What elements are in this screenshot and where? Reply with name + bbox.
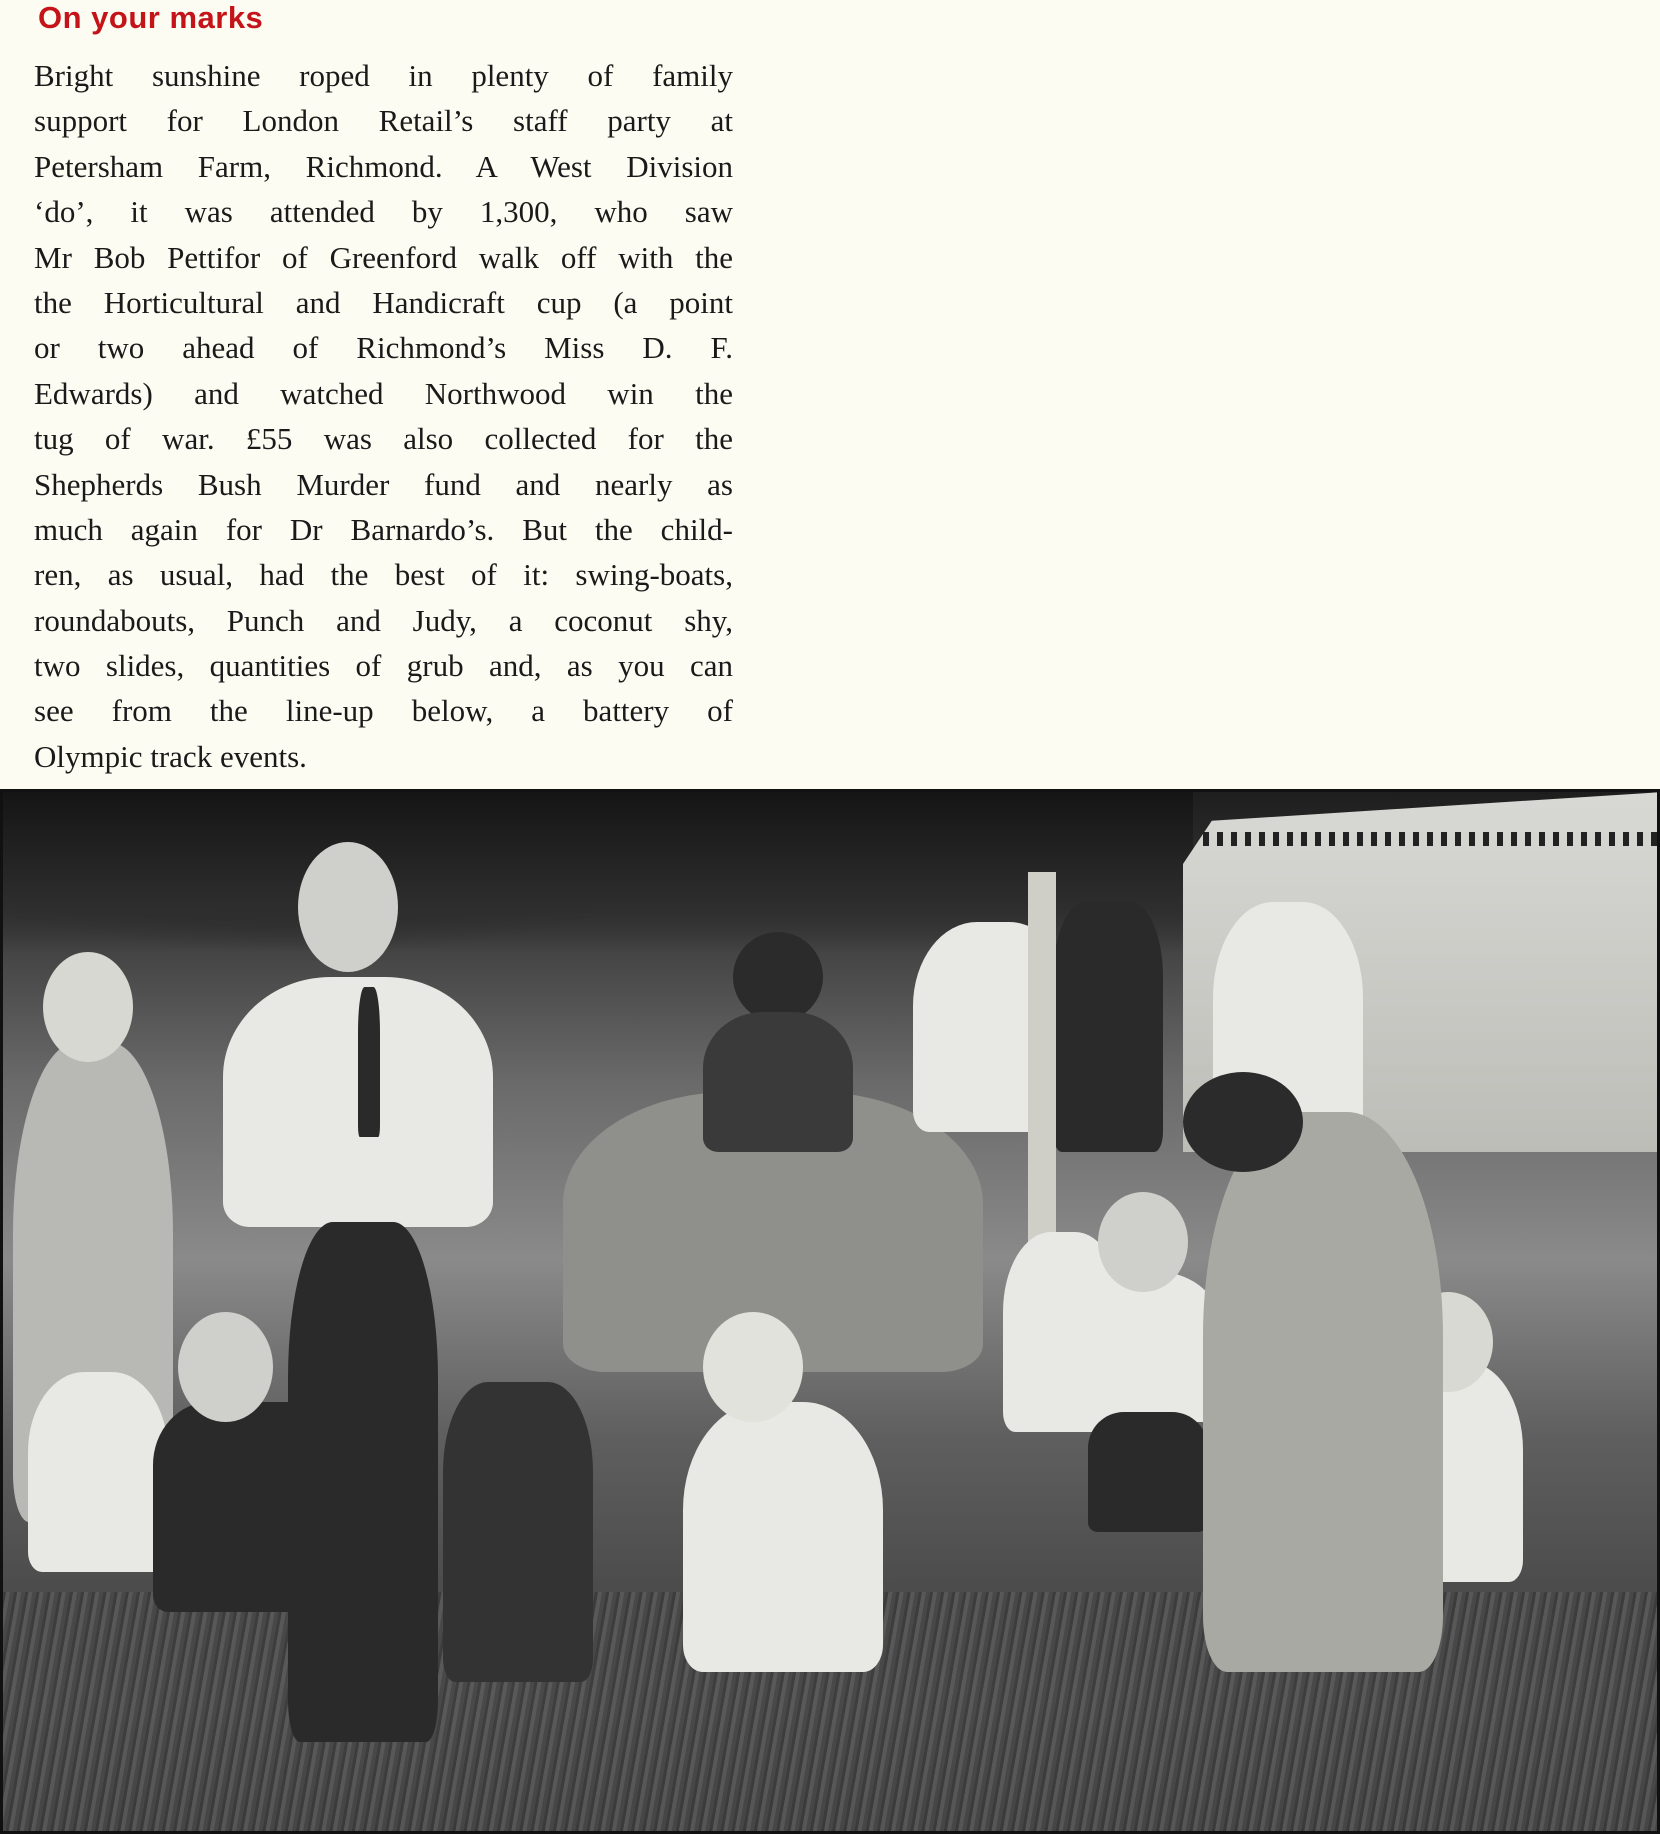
body-line: Petersham Farm, Richmond. A West Division <box>34 148 733 184</box>
tent-fringe <box>1203 832 1660 846</box>
body-line: Olympic track events. <box>34 738 307 774</box>
boy-shorts <box>1088 1412 1208 1532</box>
body-line: or two ahead of Richmond’s Miss D. F. <box>34 330 733 366</box>
woman-hair <box>733 932 823 1022</box>
body-line: tug of war. £55 was also collected for the <box>34 421 733 457</box>
toddler-dress <box>28 1372 168 1572</box>
body-line: Mr Bob Pettifor of Greenford walk off with the <box>34 239 733 275</box>
body-line: roundabouts, Punch and Judy, a coconut shy, <box>34 602 733 638</box>
body-line: much again for Dr Barnardo’s. But the child- <box>34 511 733 547</box>
boy-head-right <box>1098 1192 1188 1292</box>
body-line: support for London Retail’s staff party at <box>34 103 733 139</box>
body-line: the Horticultural and Handicraft cup (a point <box>34 284 733 320</box>
man-tie <box>358 987 380 1137</box>
woman-dark-dress <box>703 1012 853 1152</box>
girl-blonde-head <box>703 1312 803 1422</box>
boy-white-shirt-2 <box>1063 1272 1223 1422</box>
woman-bending-hair <box>1183 1072 1303 1172</box>
article-heading: On your marks <box>38 0 264 35</box>
girl-head <box>43 952 133 1062</box>
man-dark-jacket <box>1053 902 1163 1152</box>
woman-bending <box>1203 1112 1443 1672</box>
child-striped <box>443 1382 593 1682</box>
body-line: Bright sunshine roped in plenty of family <box>34 58 733 93</box>
body-line: see from the line-up below, a battery of <box>34 693 733 729</box>
crowd-photograph <box>0 789 1660 1834</box>
body-line: Shepherds Bush Murder fund and nearly as <box>34 466 733 502</box>
body-line: ren, as usual, had the best of it: swing-boats, <box>34 557 733 593</box>
boy-dark-shirt <box>153 1402 343 1612</box>
body-line: two slides, quantities of grub and, as you can <box>34 648 733 684</box>
body-line: Edwards) and watched Northwood win the <box>34 375 733 411</box>
girl-white-dress <box>683 1402 883 1672</box>
man-head <box>298 842 398 972</box>
boy-head <box>178 1312 273 1422</box>
body-line: ‘do’, it was attended by 1,300, who saw <box>34 194 733 230</box>
article-body <box>34 53 733 779</box>
